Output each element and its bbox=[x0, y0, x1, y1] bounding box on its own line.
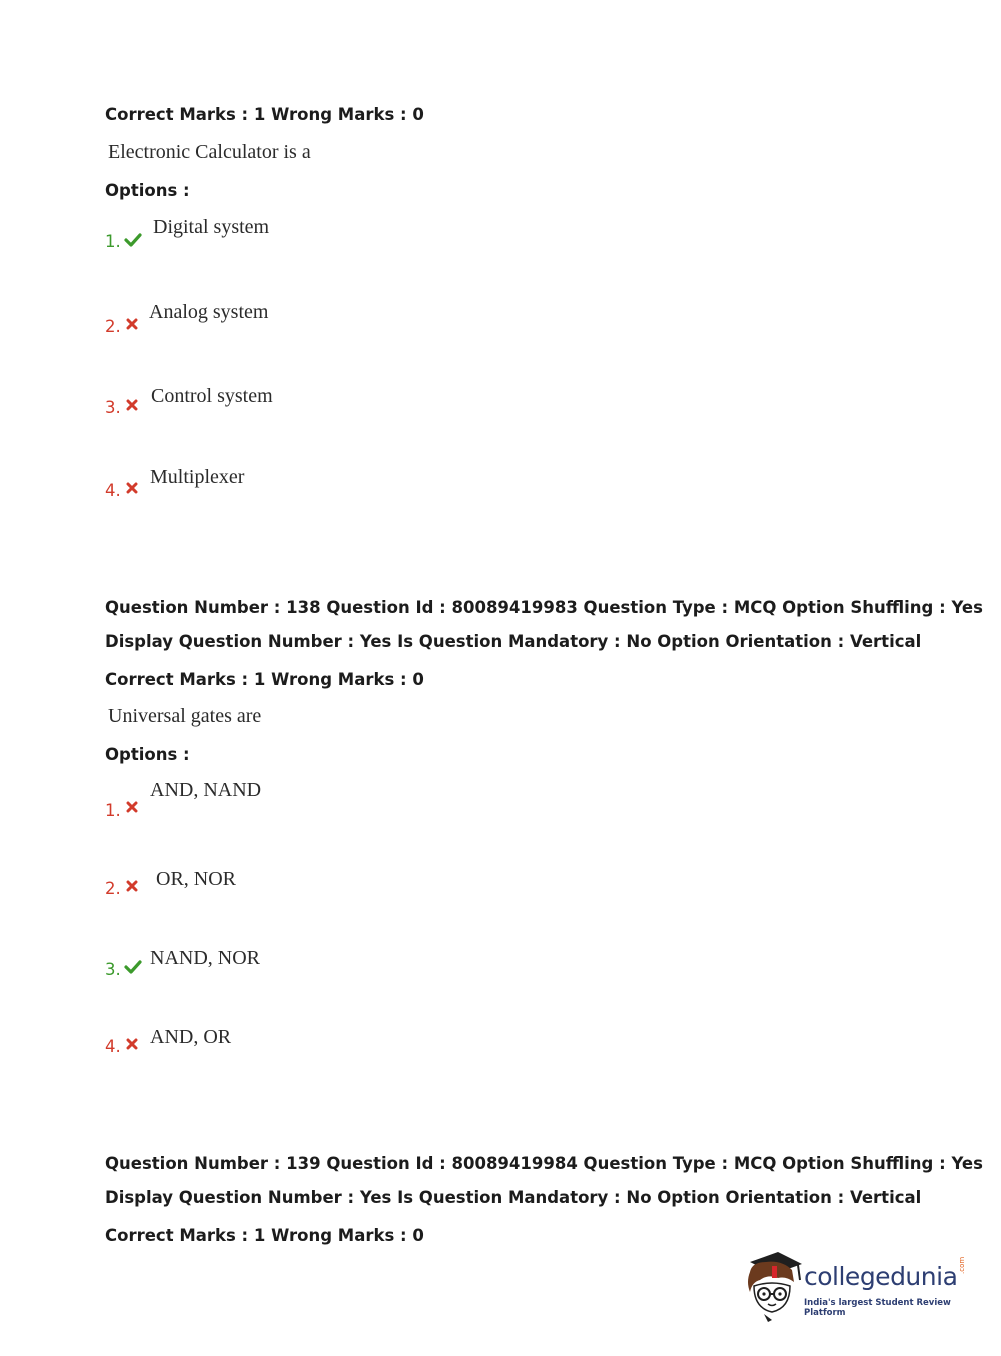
option-number: 2. bbox=[105, 317, 121, 336]
marks-line: Correct Marks : 1 Wrong Marks : 0 bbox=[105, 670, 424, 689]
question-text: Electronic Calculator is a bbox=[108, 141, 311, 163]
option-text: Analog system bbox=[149, 301, 269, 323]
option-text: OR, NOR bbox=[156, 868, 237, 890]
option-text: NAND, NOR bbox=[150, 947, 260, 969]
cross-icon bbox=[126, 482, 138, 494]
option-text: Digital system bbox=[153, 216, 270, 238]
question-header-line2: Display Question Number : Yes Is Question Mandatory : No Option Orientation : Vertical bbox=[105, 632, 922, 651]
option-text: AND, NAND bbox=[150, 779, 262, 801]
options-label: Options : bbox=[105, 745, 190, 764]
option-text: AND, OR bbox=[150, 1026, 232, 1048]
option-number: 4. bbox=[105, 481, 121, 500]
option-number: 3. bbox=[105, 960, 121, 979]
options-label: Options : bbox=[105, 181, 190, 200]
collegedunia-logo[interactable] bbox=[742, 1248, 972, 1324]
option-number: 3. bbox=[105, 398, 121, 417]
option-number: 4. bbox=[105, 1037, 121, 1056]
question-header-line1: Question Number : 138 Question Id : 80089419983 Question Type : MCQ Option Shuffling : Yes bbox=[105, 598, 983, 617]
option-text: Control system bbox=[151, 385, 273, 407]
cross-icon bbox=[126, 318, 138, 330]
logo-domain: .com bbox=[958, 1256, 966, 1274]
check-icon bbox=[124, 959, 142, 975]
option-number: 1. bbox=[105, 232, 121, 251]
logo-tagline: India's largest Student Review Platform bbox=[804, 1298, 951, 1318]
question-header-line2: Display Question Number : Yes Is Question Mandatory : No Option Orientation : Vertical bbox=[105, 1188, 922, 1207]
cross-icon bbox=[126, 880, 138, 892]
cross-icon bbox=[126, 399, 138, 411]
mascot-icon bbox=[742, 1248, 804, 1324]
option-number: 2. bbox=[105, 879, 121, 898]
cross-icon bbox=[126, 801, 138, 813]
option-number: 1. bbox=[105, 801, 121, 820]
check-icon bbox=[124, 232, 142, 248]
logo-wordmark: collegedunia bbox=[804, 1262, 958, 1291]
question-text: Universal gates are bbox=[108, 705, 262, 727]
marks-line: Correct Marks : 1 Wrong Marks : 0 bbox=[105, 105, 424, 124]
option-text: Multiplexer bbox=[150, 466, 245, 488]
question-header-line1: Question Number : 139 Question Id : 80089419984 Question Type : MCQ Option Shuffling : Yes bbox=[105, 1154, 983, 1173]
marks-line: Correct Marks : 1 Wrong Marks : 0 bbox=[105, 1226, 424, 1245]
cross-icon bbox=[126, 1038, 138, 1050]
